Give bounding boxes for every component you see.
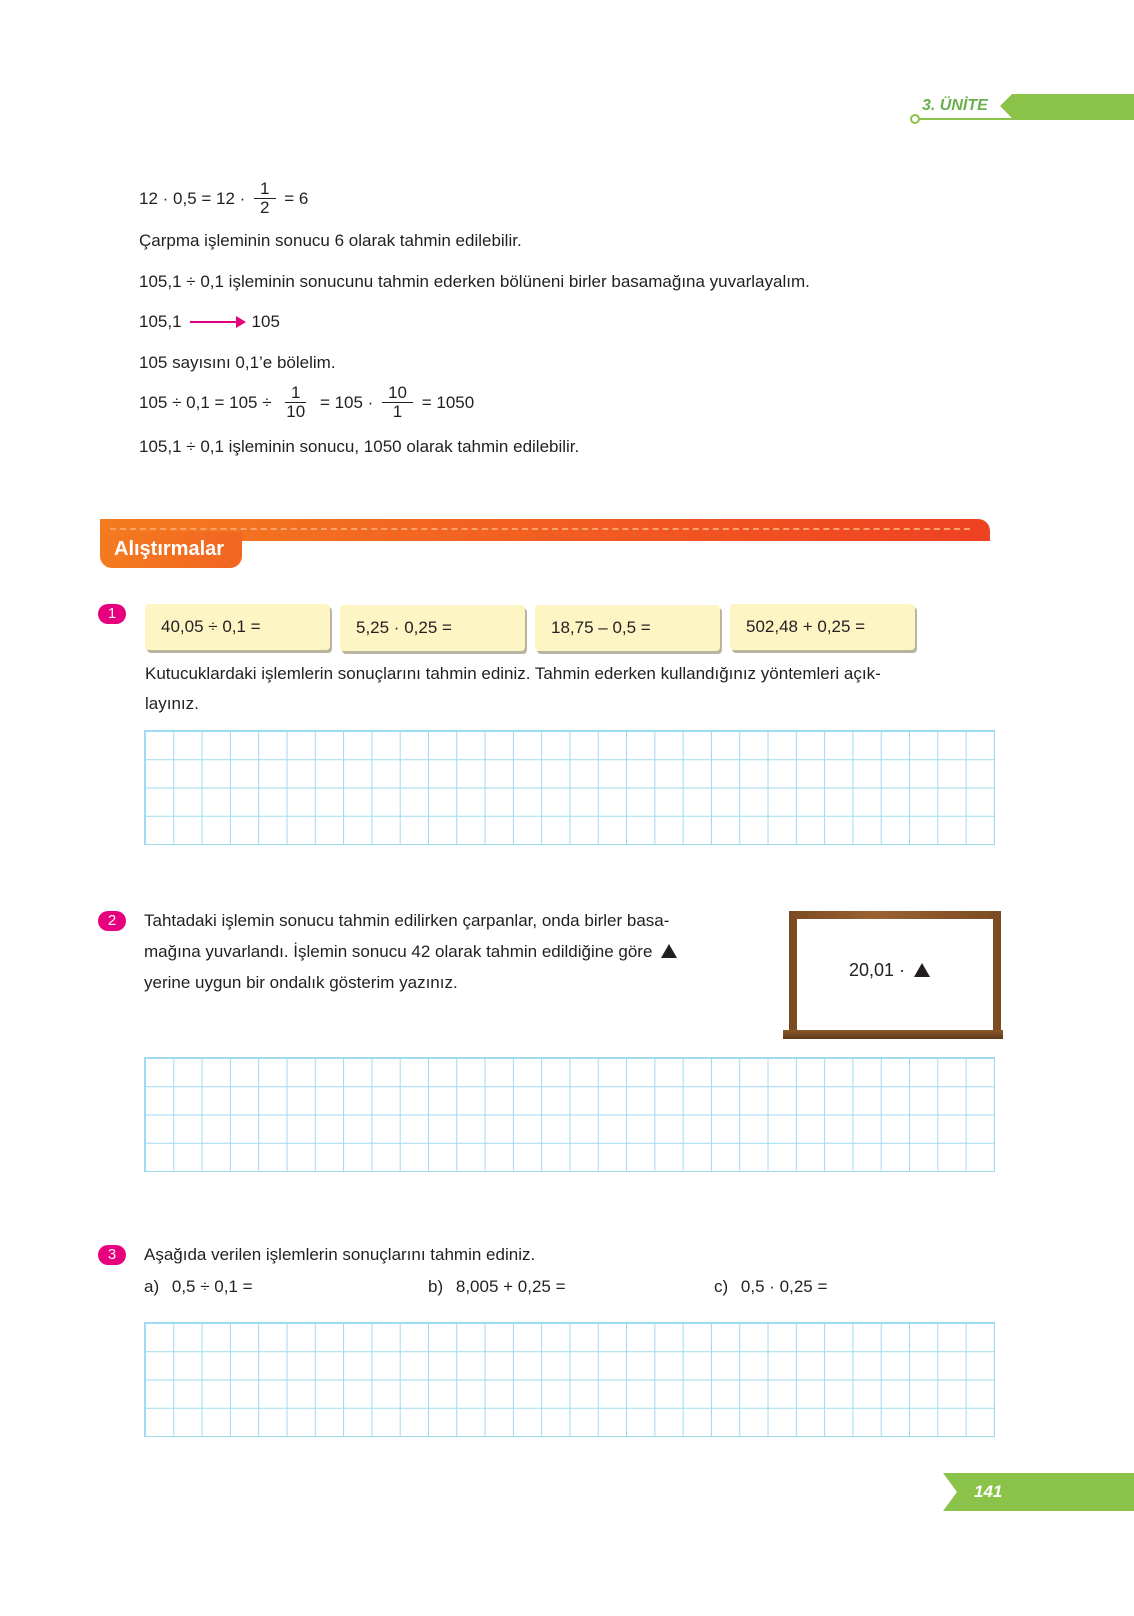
- section-title: Alıştırmalar: [100, 532, 242, 568]
- q3-c-label: c): [714, 1277, 729, 1296]
- triangle-icon: [661, 944, 677, 958]
- question-1-number: 1: [98, 604, 126, 624]
- eq2-part-a: 105 ÷ 0,1 = 105 ÷: [139, 392, 277, 412]
- q1-box-2: 5,25 · 0,25 =: [340, 605, 525, 651]
- q3-a-expr: 0,5 ÷ 0,1 =: [171, 1277, 253, 1296]
- blackboard: [797, 919, 993, 1031]
- q3-b-label: b): [428, 1277, 444, 1296]
- blackboard-text: 20,01 ·: [849, 960, 906, 980]
- eq1-left: 12 · 0,5 = 12 ·: [139, 188, 251, 208]
- q1-text-line-2: layınız.: [145, 694, 199, 713]
- q3-answer-grid[interactable]: [144, 1322, 995, 1437]
- question-3-number: 3: [98, 1245, 126, 1265]
- intro-line-2: Çarpma işleminin sonucu 6 olarak tahmin edilebilir.: [139, 231, 522, 250]
- blackboard-ledge: [783, 1030, 1003, 1039]
- section-dashed-line: [110, 528, 970, 530]
- eq2-part-b: = 105 ·: [315, 392, 379, 412]
- eq2-part-c: = 1050: [417, 392, 475, 412]
- q3-c-expr: 0,5 · 0,25 =: [740, 1277, 828, 1296]
- q2-text-line-2-content: mağına yuvarlandı. İşlemin sonucu 42 olarak tahmin edildiğine göre: [144, 942, 653, 961]
- fraction-denominator: 2: [260, 198, 270, 217]
- unit-underline: [917, 118, 1134, 120]
- q3-a-label: a): [144, 1277, 160, 1296]
- unit-title: 3. ÜNİTE: [922, 97, 988, 114]
- q1-box-1: 40,05 ÷ 0,1 =: [145, 604, 330, 650]
- equation-2: [139, 384, 474, 421]
- question-2-number: 2: [98, 911, 126, 931]
- fraction-half: [254, 180, 275, 217]
- unit-tab: [1000, 94, 1134, 118]
- triangle-icon: [914, 963, 930, 977]
- fraction-numerator: 1: [285, 384, 306, 403]
- blackboard-expression: [849, 960, 930, 980]
- fraction-numerator: 1: [254, 180, 275, 199]
- page-number: 141: [974, 1482, 1003, 1501]
- eq1-right: = 6: [279, 188, 309, 208]
- q2-text-line-1: Tahtadaki işlemin sonucu tahmin edilirken çarpanlar, onda birler basa-: [144, 911, 670, 930]
- fraction-one-tenth: [280, 384, 311, 421]
- intro-line-5: 105 sayısını 0,1’e bölelim.: [139, 353, 336, 372]
- q1-box-3: 18,75 – 0,5 =: [535, 605, 720, 651]
- q1-answer-grid[interactable]: [144, 730, 995, 845]
- q2-text-line-3: yerine uygun bir ondalık gösterim yazınız.: [144, 973, 458, 992]
- q3-item-b: [428, 1277, 566, 1297]
- q1-box-4: 502,48 + 0,25 =: [730, 604, 915, 650]
- fraction-numerator: 10: [382, 384, 413, 403]
- unit-dot: [910, 114, 920, 124]
- page-number-tab: [943, 1473, 1134, 1511]
- arrow-right-icon: [190, 321, 244, 323]
- q3-item-a: [144, 1277, 253, 1297]
- rounding-line: [139, 312, 280, 332]
- fraction-denominator: 10: [286, 402, 306, 421]
- q2-answer-grid[interactable]: [144, 1057, 995, 1172]
- q3-b-expr: 8,005 + 0,25 =: [455, 1277, 566, 1296]
- q3-text: Aşağıda verilen işlemlerin sonuçlarını tahmin ediniz.: [144, 1245, 536, 1264]
- q2-text-line-2: [144, 942, 677, 962]
- q3-item-c: [714, 1277, 827, 1297]
- fraction-ten: [382, 384, 413, 421]
- fraction-denominator: 1: [392, 402, 403, 421]
- intro-line-3: 105,1 ÷ 0,1 işleminin sonucunu tahmin ederken bölüneni birler basamağına yuvarlayalım.: [139, 272, 810, 291]
- intro-line-7: 105,1 ÷ 0,1 işleminin sonucu, 1050 olarak tahmin edilebilir.: [139, 437, 580, 456]
- round-from: 105,1: [139, 312, 182, 331]
- equation-1: [139, 180, 308, 217]
- round-to: 105: [251, 312, 280, 331]
- q1-text-line-1: Kutucuklardaki işlemlerin sonuçlarını tahmin ediniz. Tahmin ederken kullandığınız yöntemleri açık-: [145, 664, 881, 683]
